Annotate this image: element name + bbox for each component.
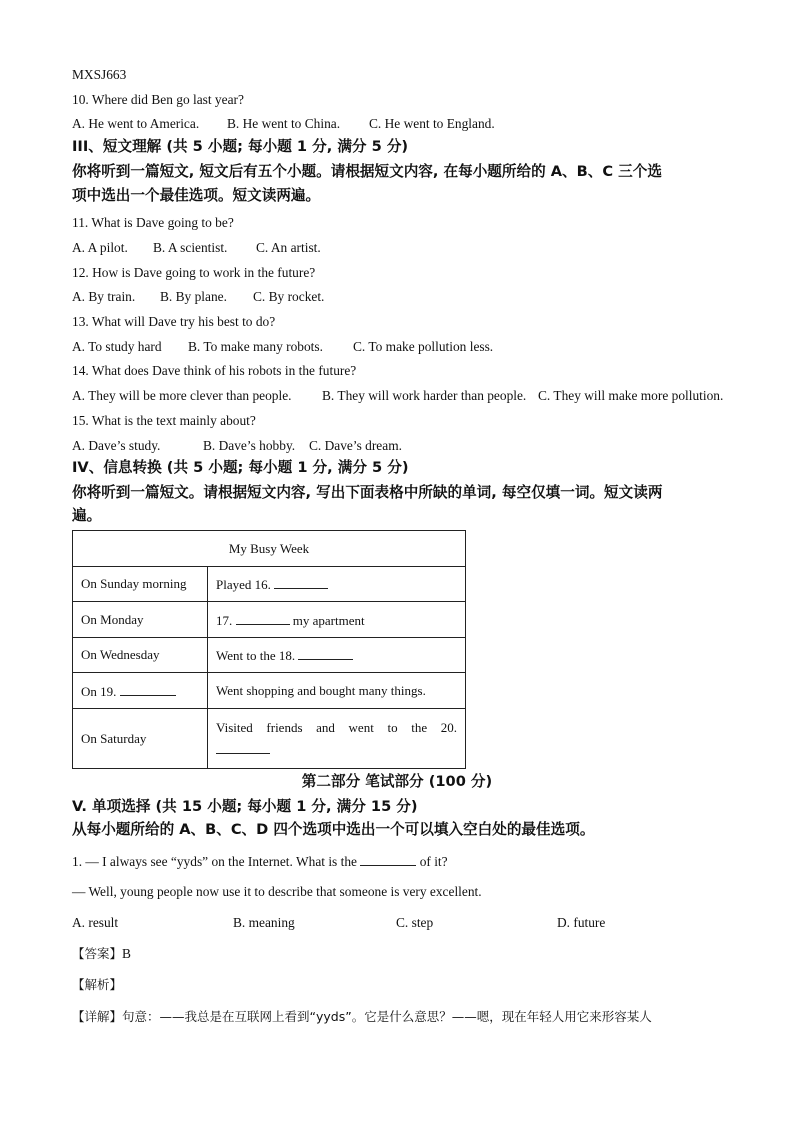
q10-option-c[interactable]: C. He went to England. [369,116,495,131]
analysis-label: 【解析】 [72,977,123,992]
table-title-row [73,531,466,567]
q11-option-a[interactable]: A. A pilot. [72,240,128,255]
section4-instruction-1: 你将听到一篇短文。请根据短文内容, 写出下面表格中所缺的单词, 每空仅填一词。短文读两 [72,484,663,501]
q11-option-b[interactable]: B. A scientist. [153,240,228,255]
q14-question: 14. What does Dave think of his robots in the future? [72,363,357,378]
q15-option-b[interactable]: B. Dave’s hobby. [203,438,296,453]
q1-options [72,914,605,932]
answer-line [72,945,131,963]
detail-text: 句意：——我总是在互联网上看到“yyds”。它是什么意思？——嗯，现在年轻人用它来形容某人 [122,1009,652,1024]
answer-blank-19[interactable] [120,682,176,696]
table-row [73,638,466,673]
q12-question: 12. How is Dave going to work in the future? [72,265,316,280]
answer-value: B [122,946,131,961]
table-row [73,673,466,709]
table-cell-activity: Played 16. [208,567,466,602]
table-cell-activity: Went shopping and bought many things. [208,673,466,709]
q1-option-a[interactable]: A. result [72,915,119,930]
table-cell-activity: 17. my apartment [208,602,466,638]
q15-option-a[interactable]: A. Dave’s study. [72,438,161,453]
detail-label: 【详解】 [72,1009,123,1024]
q15-question: 15. What is the text mainly about? [72,413,256,428]
q1-line2: — Well, young people now use it to describe that someone is very excellent. [72,884,482,899]
answer-blank-17[interactable] [236,611,290,625]
activity-line: Visited friends and went to the 20. [216,719,457,735]
q10-options [72,115,495,133]
detail-line [72,1008,652,1026]
table-cell-day: On Saturday [73,709,208,769]
q10-question: 10. Where did Ben go last year? [72,92,244,107]
table-row [73,602,466,638]
q12-option-b[interactable]: B. By plane. [160,289,227,304]
q15-options [72,437,402,455]
q13-option-c[interactable]: C. To make pollution less. [353,339,494,354]
q11-options [72,239,321,257]
q12-option-a[interactable]: A. By train. [72,289,136,304]
answer-blank-20[interactable] [216,740,270,754]
table-cell-activity [208,709,466,769]
table-cell-day: On Sunday morning [73,567,208,602]
q10-option-b[interactable]: B. He went to China. [227,116,341,131]
q12-options [72,288,324,306]
q11-option-c[interactable]: C. An artist. [256,240,321,255]
section3-title: III、短文理解 (共 5 小题; 每小题 1 分, 满分 5 分) [72,138,409,155]
q11-question: 11. What is Dave going to be? [72,215,234,230]
section4-title: IV、信息转换 (共 5 小题; 每小题 1 分, 满分 5 分) [72,459,409,476]
section4-instruction-2: 遍。 [72,507,102,524]
q1-line1: 1. — I always see “yyds” on the Internet. What is the of it? [72,854,448,869]
q13-options [72,338,493,356]
table-cell-activity: Went to the 18. [208,638,466,673]
answer-blank-18[interactable] [298,646,353,660]
q1-option-c[interactable]: C. step [396,915,434,930]
table-title: My Busy Week [73,531,466,567]
table-cell-day: On 19. [73,673,208,709]
q13-option-b[interactable]: B. To make many robots. [188,339,323,354]
q14-option-a[interactable]: A. They will be more clever than people. [72,388,292,403]
q13-question: 13. What will Dave try his best to do? [72,314,276,329]
q10-option-a[interactable]: A. He went to America. [72,116,200,131]
section5-instruction: 从每小题所给的 A、B、C、D 四个选项中选出一个可以填入空白处的最佳选项。 [72,821,595,838]
analysis-line [72,976,122,994]
q14-option-c[interactable]: C. They will make more pollution. [538,388,724,403]
table-row [73,567,466,602]
table-cell-day: On Monday [73,602,208,638]
answer-blank-q1[interactable] [360,852,416,866]
answer-blank-16[interactable] [274,575,328,589]
section5-title: V. 单项选择 (共 15 小题; 每小题 1 分, 满分 15 分) [72,798,418,815]
header-code: MXSJ663 [72,67,127,82]
q13-option-a[interactable]: A. To study hard [72,339,162,354]
q12-option-c[interactable]: C. By rocket. [253,289,325,304]
section3-instruction-1: 你将听到一篇短文, 短文后有五个小题。请根据短文内容, 在每小题所给的 A、B、C 三个选 [72,163,662,180]
q15-option-c[interactable]: C. Dave’s dream. [309,438,402,453]
section3-instruction-2: 项中选出一个最佳选项。短文读两遍。 [72,187,321,204]
table-cell-day: On Wednesday [73,638,208,673]
q14-option-b[interactable]: B. They will work harder than people. [322,388,527,403]
busy-week-table [72,530,466,769]
answer-label: 【答案】 [72,946,123,961]
q14-options [72,387,723,405]
q1-option-b[interactable]: B. meaning [233,915,295,930]
q1-option-d[interactable]: D. future [557,915,606,930]
table-row [73,709,466,769]
part2-title: 第二部分 笔试部分 (100 分) [301,773,493,790]
